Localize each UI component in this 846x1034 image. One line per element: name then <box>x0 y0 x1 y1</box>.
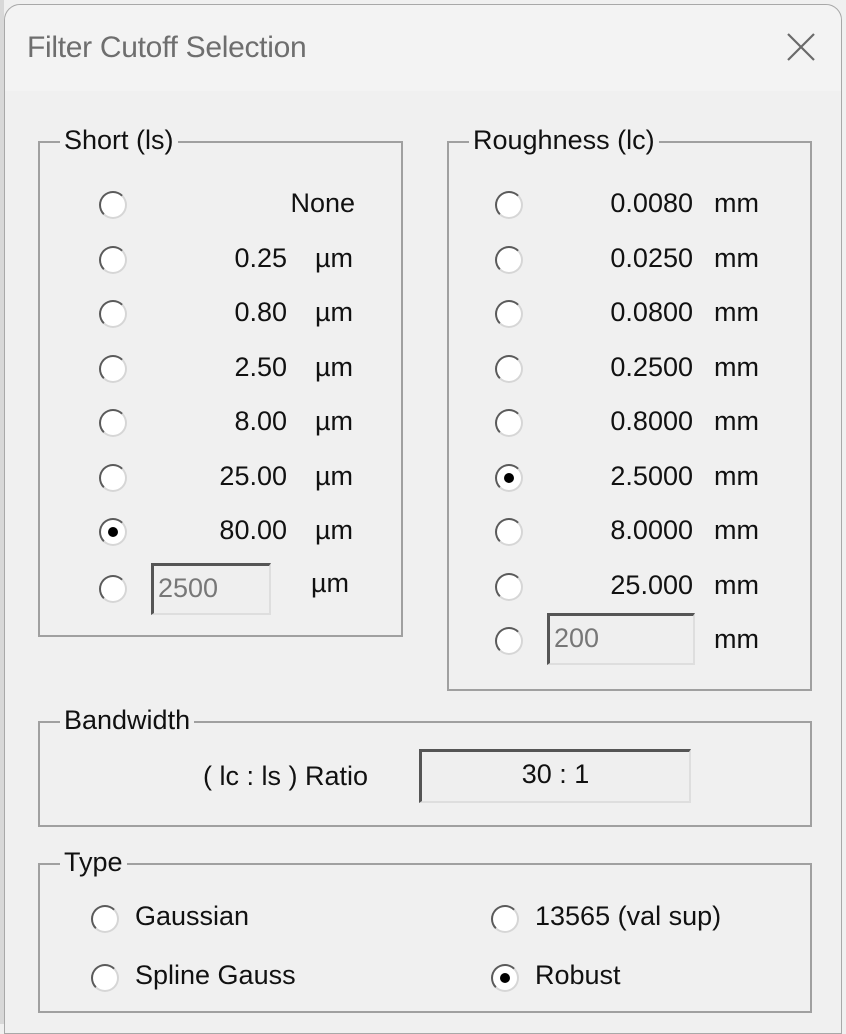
roughness-unit: mm <box>714 570 759 600</box>
close-button[interactable] <box>783 29 819 65</box>
type-label: Robust <box>535 960 621 990</box>
type-radio-13565[interactable] <box>491 905 519 933</box>
short-unit: µm <box>315 297 354 327</box>
short-radio-0-80[interactable] <box>99 300 127 328</box>
type-radio-gaussian[interactable] <box>91 905 119 933</box>
roughness-radio-0-0250[interactable] <box>495 246 523 274</box>
short-value: 2.50 <box>234 352 287 382</box>
roughness-radio-0-8000[interactable] <box>495 409 523 437</box>
roughness-unit: mm <box>714 352 759 382</box>
roughness-value: 2.5000 <box>610 461 693 491</box>
roughness-value: 25.000 <box>610 570 693 600</box>
ratio-label: ( lc : ls ) Ratio <box>203 761 369 791</box>
type-label: Spline Gauss <box>135 960 296 990</box>
roughness-radio-25-000[interactable] <box>495 573 523 601</box>
short-value: None <box>290 188 355 218</box>
short-value: 0.25 <box>234 243 287 273</box>
roughness-unit: mm <box>714 243 759 273</box>
short-radio-80-00[interactable] <box>99 518 127 546</box>
short-unit: µm <box>315 352 354 382</box>
short-value: 0.80 <box>234 297 287 327</box>
roughness-value: 0.8000 <box>610 406 693 436</box>
short-radio-custom[interactable] <box>99 575 127 603</box>
roughness-value: 0.2500 <box>610 352 693 382</box>
roughness-unit: mm <box>714 515 759 545</box>
roughness-custom-input[interactable]: 200 <box>547 613 695 665</box>
type-group-label: Type <box>60 845 127 879</box>
filter-cutoff-dialog <box>4 4 842 1034</box>
roughness-unit: mm <box>714 406 759 436</box>
short-radio-2-50[interactable] <box>99 355 127 383</box>
short-unit: µm <box>311 568 350 598</box>
roughness-radio-custom[interactable] <box>495 627 523 655</box>
type-label: 13565 (val sup) <box>535 901 722 931</box>
roughness-radio-8-0000[interactable] <box>495 518 523 546</box>
short-value: 8.00 <box>234 406 287 436</box>
bandwidth-group-label: Bandwidth <box>60 703 194 737</box>
short-custom-input[interactable]: 2500 <box>151 563 271 615</box>
short-radio-25-00[interactable] <box>99 464 127 492</box>
short-value: 25.00 <box>219 461 287 491</box>
type-label: Gaussian <box>135 901 250 931</box>
short-unit: µm <box>315 515 354 545</box>
type-radio-spline-gauss[interactable] <box>91 964 119 992</box>
short-ls-group-label: Short (ls) <box>60 123 178 157</box>
roughness-radio-0-0080[interactable] <box>495 191 523 219</box>
roughness-value: 0.0080 <box>610 188 693 218</box>
short-unit: µm <box>315 243 354 273</box>
title-bar <box>5 5 841 91</box>
roughness-unit: mm <box>714 297 759 327</box>
close-icon <box>783 29 819 65</box>
roughness-unit: mm <box>714 461 759 491</box>
roughness-value: 0.0250 <box>610 243 693 273</box>
short-radio-8-00[interactable] <box>99 409 127 437</box>
short-radio-none[interactable] <box>99 191 127 219</box>
ratio-value-field: 30 : 1 <box>419 749 691 803</box>
roughness-unit: mm <box>714 188 759 218</box>
roughness-radio-2-5000[interactable] <box>495 464 523 492</box>
roughness-radio-0-0800[interactable] <box>495 300 523 328</box>
roughness-radio-0-2500[interactable] <box>495 355 523 383</box>
roughness-unit: mm <box>714 624 759 654</box>
short-radio-0-25[interactable] <box>99 246 127 274</box>
short-unit: µm <box>315 461 354 491</box>
short-unit: µm <box>315 406 354 436</box>
roughness-lc-group-label: Roughness (lc) <box>469 123 659 157</box>
short-value: 80.00 <box>219 515 287 545</box>
type-radio-robust[interactable] <box>491 964 519 992</box>
roughness-value: 8.0000 <box>610 515 693 545</box>
roughness-value: 0.0800 <box>610 297 693 327</box>
dialog-title: Filter Cutoff Selection <box>27 31 307 64</box>
